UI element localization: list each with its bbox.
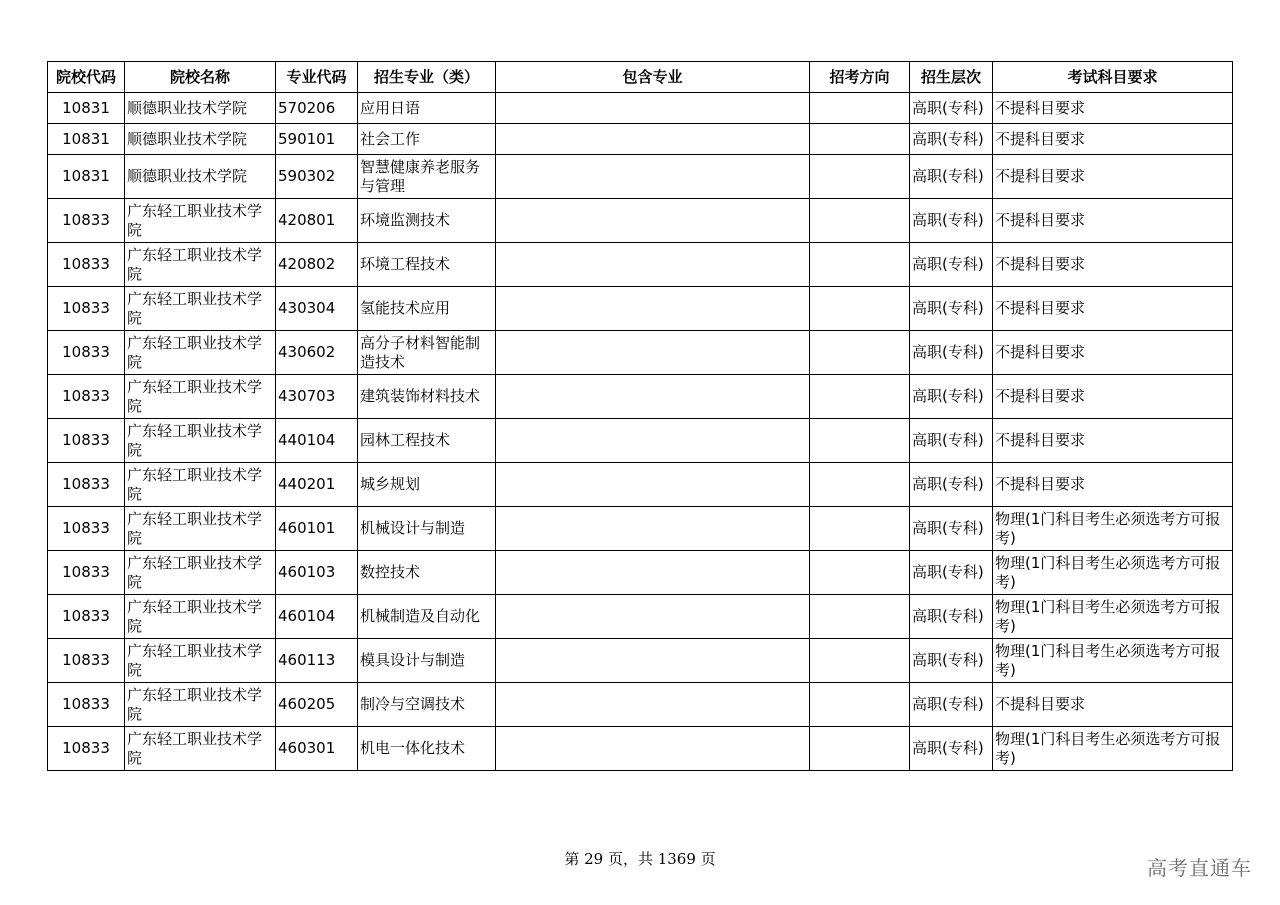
school-name-cell: 顺德职业技术学院 [125,155,276,199]
level-cell: 高职(专科) [910,727,993,771]
header-direction: 招考方向 [810,62,910,93]
requirement-cell: 物理(1门科目考生必须选考方可报考) [993,727,1233,771]
major-cell: 环境监测技术 [358,199,496,243]
major-cell: 机械制造及自动化 [358,595,496,639]
requirement-cell: 不提科目要求 [993,375,1233,419]
included-majors-cell [496,727,810,771]
included-majors-cell [496,507,810,551]
school-code-cell: 10833 [48,419,125,463]
table-row [48,419,1233,463]
direction-cell [810,124,910,155]
major-cell: 应用日语 [358,93,496,124]
header-requirement: 考试科目要求 [993,62,1233,93]
header-level: 招生层次 [910,62,993,93]
major-cell: 模具设计与制造 [358,639,496,683]
school-name-cell: 广东轻工职业技术学院 [125,551,276,595]
requirement-cell: 不提科目要求 [993,419,1233,463]
major-cell: 机械设计与制造 [358,507,496,551]
level-cell: 高职(专科) [910,243,993,287]
level-cell: 高职(专科) [910,639,993,683]
requirement-cell: 不提科目要求 [993,683,1233,727]
direction-cell [810,507,910,551]
direction-cell [810,551,910,595]
school-name-cell: 广东轻工职业技术学院 [125,463,276,507]
table-row [48,199,1233,243]
level-cell: 高职(专科) [910,124,993,155]
direction-cell [810,375,910,419]
included-majors-cell [496,683,810,727]
table-row [48,683,1233,727]
school-name-cell: 广东轻工职业技术学院 [125,507,276,551]
direction-cell [810,287,910,331]
header-school-name: 院校名称 [125,62,276,93]
major-cell: 氢能技术应用 [358,287,496,331]
school-name-cell: 广东轻工职业技术学院 [125,375,276,419]
included-majors-cell [496,93,810,124]
major-code-cell: 440104 [276,419,358,463]
major-code-cell: 590101 [276,124,358,155]
included-majors-cell [496,243,810,287]
included-majors-cell [496,551,810,595]
direction-cell [810,683,910,727]
school-code-cell: 10833 [48,375,125,419]
table-row [48,639,1233,683]
major-cell: 园林工程技术 [358,419,496,463]
table-row [48,551,1233,595]
major-code-cell: 460101 [276,507,358,551]
included-majors-cell [496,419,810,463]
school-code-cell: 10833 [48,243,125,287]
major-code-cell: 460103 [276,551,358,595]
major-code-cell: 590302 [276,155,358,199]
requirement-cell: 不提科目要求 [993,287,1233,331]
requirement-cell: 物理(1门科目考生必须选考方可报考) [993,639,1233,683]
requirement-cell: 不提科目要求 [993,199,1233,243]
requirement-cell: 不提科目要求 [993,155,1233,199]
school-code-cell: 10833 [48,199,125,243]
school-code-cell: 10833 [48,595,125,639]
level-cell: 高职(专科) [910,595,993,639]
header-included-majors: 包含专业 [496,62,810,93]
level-cell: 高职(专科) [910,551,993,595]
table-row [48,727,1233,771]
school-code-cell: 10833 [48,331,125,375]
major-cell: 数控技术 [358,551,496,595]
table-row [48,375,1233,419]
school-code-cell: 10833 [48,463,125,507]
table-row [48,463,1233,507]
major-cell: 机电一体化技术 [358,727,496,771]
level-cell: 高职(专科) [910,287,993,331]
school-name-cell: 广东轻工职业技术学院 [125,595,276,639]
level-cell: 高职(专科) [910,199,993,243]
watermark: 高考直通车 [1147,856,1252,880]
school-name-cell: 广东轻工职业技术学院 [125,419,276,463]
table-body [48,93,1233,771]
major-code-cell: 460301 [276,727,358,771]
direction-cell [810,199,910,243]
requirement-cell: 不提科目要求 [993,331,1233,375]
school-name-cell: 顺德职业技术学院 [125,93,276,124]
table-row [48,93,1233,124]
table-row [48,243,1233,287]
table-row [48,124,1233,155]
major-cell: 城乡规划 [358,463,496,507]
school-code-cell: 10833 [48,507,125,551]
school-code-cell: 10831 [48,124,125,155]
major-code-cell: 430703 [276,375,358,419]
major-code-cell: 420802 [276,243,358,287]
included-majors-cell [496,331,810,375]
level-cell: 高职(专科) [910,155,993,199]
school-code-cell: 10831 [48,93,125,124]
header-school-code: 院校代码 [48,62,125,93]
school-name-cell: 广东轻工职业技术学院 [125,727,276,771]
school-name-cell: 广东轻工职业技术学院 [125,243,276,287]
level-cell: 高职(专科) [910,331,993,375]
table-row [48,507,1233,551]
school-code-cell: 10833 [48,639,125,683]
level-cell: 高职(专科) [910,683,993,727]
major-cell: 智慧健康养老服务与管理 [358,155,496,199]
requirement-cell: 物理(1门科目考生必须选考方可报考) [993,595,1233,639]
included-majors-cell [496,375,810,419]
school-code-cell: 10833 [48,683,125,727]
header-major-code: 专业代码 [276,62,358,93]
header-row [48,62,1233,93]
direction-cell [810,463,910,507]
school-name-cell: 广东轻工职业技术学院 [125,683,276,727]
header-major: 招生专业（类） [358,62,496,93]
school-name-cell: 广东轻工职业技术学院 [125,287,276,331]
included-majors-cell [496,155,810,199]
school-code-cell: 10833 [48,727,125,771]
included-majors-cell [496,595,810,639]
direction-cell [810,331,910,375]
major-code-cell: 460205 [276,683,358,727]
level-cell: 高职(专科) [910,419,993,463]
requirement-cell: 物理(1门科目考生必须选考方可报考) [993,507,1233,551]
admissions-table [47,61,1233,771]
school-code-cell: 10833 [48,551,125,595]
included-majors-cell [496,463,810,507]
direction-cell [810,243,910,287]
school-name-cell: 广东轻工职业技术学院 [125,199,276,243]
major-code-cell: 430304 [276,287,358,331]
major-cell: 高分子材料智能制造技术 [358,331,496,375]
major-cell: 环境工程技术 [358,243,496,287]
direction-cell [810,419,910,463]
school-code-cell: 10833 [48,287,125,331]
level-cell: 高职(专科) [910,375,993,419]
major-code-cell: 430602 [276,331,358,375]
requirement-cell: 不提科目要求 [993,124,1233,155]
table-row [48,331,1233,375]
requirement-cell: 不提科目要求 [993,93,1233,124]
major-cell: 社会工作 [358,124,496,155]
direction-cell [810,727,910,771]
direction-cell [810,639,910,683]
major-code-cell: 440201 [276,463,358,507]
school-name-cell: 顺德职业技术学院 [125,124,276,155]
major-code-cell: 420801 [276,199,358,243]
school-name-cell: 广东轻工职业技术学院 [125,331,276,375]
level-cell: 高职(专科) [910,507,993,551]
direction-cell [810,93,910,124]
school-name-cell: 广东轻工职业技术学院 [125,639,276,683]
requirement-cell: 不提科目要求 [993,463,1233,507]
requirement-cell: 不提科目要求 [993,243,1233,287]
table-row [48,287,1233,331]
level-cell: 高职(专科) [910,463,993,507]
direction-cell [810,595,910,639]
table-row [48,595,1233,639]
level-cell: 高职(专科) [910,93,993,124]
major-code-cell: 570206 [276,93,358,124]
included-majors-cell [496,287,810,331]
major-code-cell: 460113 [276,639,358,683]
requirement-cell: 物理(1门科目考生必须选考方可报考) [993,551,1233,595]
included-majors-cell [496,639,810,683]
included-majors-cell [496,199,810,243]
page-number: 第 29 页，共 1369 页 [564,850,716,868]
major-cell: 建筑装饰材料技术 [358,375,496,419]
major-code-cell: 460104 [276,595,358,639]
table-row [48,155,1233,199]
school-code-cell: 10831 [48,155,125,199]
direction-cell [810,155,910,199]
included-majors-cell [496,124,810,155]
major-cell: 制冷与空调技术 [358,683,496,727]
